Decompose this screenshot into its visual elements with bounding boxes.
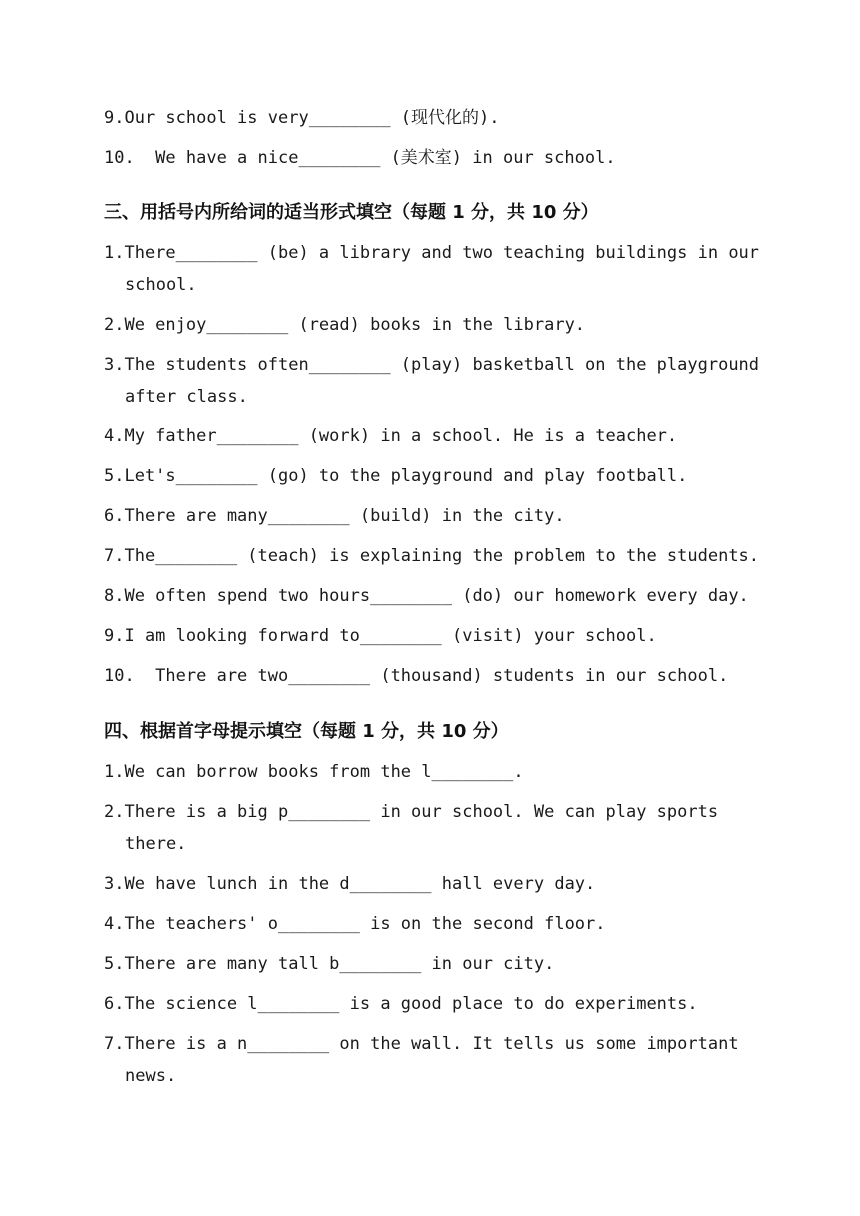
- section-3-question-10: 10. There are two________ (thousand) students in our school.: [104, 666, 729, 686]
- question-9-part2: 9.Our school is very________ (现代化的).: [104, 108, 500, 128]
- section-3-question-7: 7.The________ (teach) is explaining the problem to the students.: [104, 546, 760, 566]
- section-4-heading: 四、根据首字母提示填空（每题 1 分，共 10 分）: [104, 721, 509, 742]
- section-3-question-8: 8.We often spend two hours________ (do) our homework every day.: [104, 586, 749, 606]
- section-4-question-2: 2.There is a big p________ in our school. We can play sports there.: [104, 802, 729, 854]
- section-3-question-1: 1.There________ (be) a library and two teaching buildings in our school.: [104, 243, 770, 295]
- section-4-question-3: 3.We have lunch in the d________ hall every day.: [104, 874, 596, 894]
- section-3-heading: 三、用括号内所给词的适当形式填空（每题 1 分，共 10 分）: [104, 202, 599, 223]
- section-3-question-3: 3.The students often________ (play) basketball on the playground after class.: [104, 355, 770, 407]
- section-4-question-4: 4.The teachers' o________ is on the second floor.: [104, 914, 606, 934]
- section-3-question-4: 4.My father________ (work) in a school. He is a teacher.: [104, 426, 678, 446]
- section-3-question-9: 9.I am looking forward to________ (visit) your school.: [104, 626, 657, 646]
- section-4-question-5: 5.There are many tall b________ in our city.: [104, 954, 555, 974]
- section-4-question-6: 6.The science l________ is a good place to do experiments.: [104, 994, 698, 1014]
- question-10-part2: 10. We have a nice________ (美术室) in our school.: [104, 148, 616, 168]
- section-4-question-7: 7.There is a n________ on the wall. It tells us some important news.: [104, 1034, 749, 1086]
- section-3-question-5: 5.Let's________ (go) to the playground and play football.: [104, 466, 688, 486]
- section-3-question-6: 6.There are many________ (build) in the city.: [104, 506, 565, 526]
- section-4-question-1: 1.We can borrow books from the l________.: [104, 762, 524, 782]
- section-3-question-2: 2.We enjoy________ (read) books in the library.: [104, 315, 586, 335]
